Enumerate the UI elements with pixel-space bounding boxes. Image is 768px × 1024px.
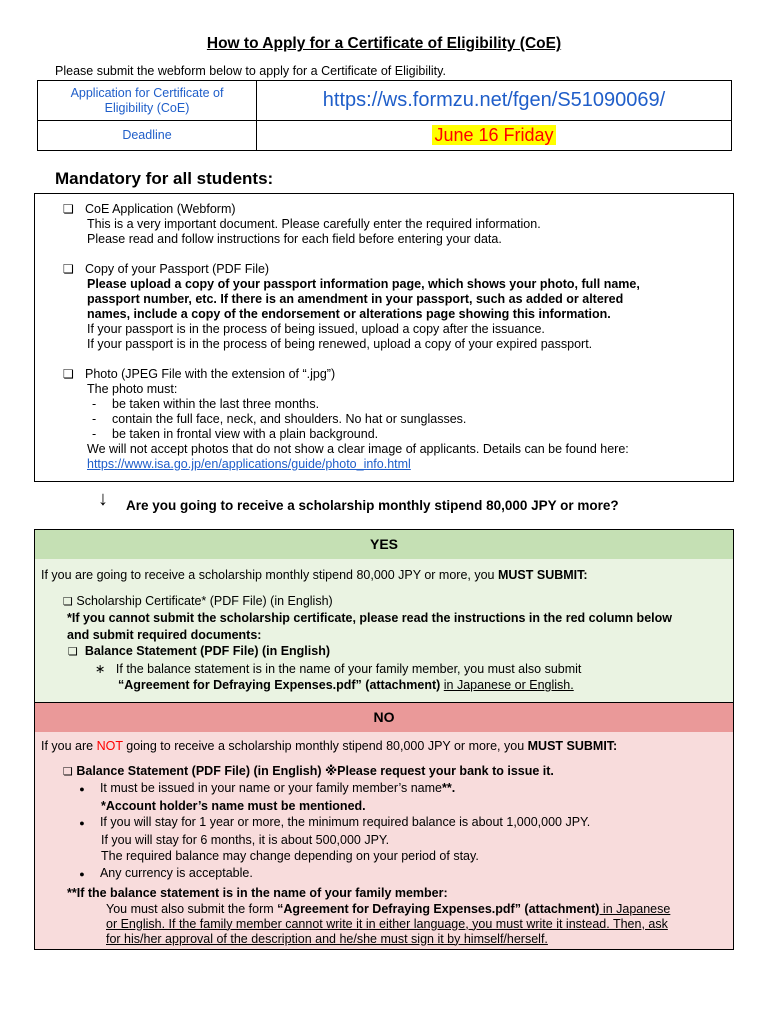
dash-item: - be taken in frontal view with a plain background. [92, 427, 379, 441]
no-heading: NO [34, 702, 734, 733]
no-bullet [35, 780, 733, 798]
deadline-cell [257, 121, 732, 151]
mandatory-item-photo [35, 367, 733, 472]
no-bullet-note: *Account holder’s name must be mentioned. [101, 798, 366, 813]
no-section [34, 732, 734, 950]
item-line: If your passport is in the process of being issued, upload a copy after the issuance. [87, 322, 545, 336]
yes-section [34, 559, 734, 703]
checkbox-icon: ❏ [63, 765, 73, 778]
item-lead: The photo must: [87, 382, 178, 396]
yes-item-balance [35, 643, 733, 661]
family-underlined-line: for his/her approval of the description and he/she must sign it by himself/herself. [106, 931, 548, 946]
scholarship-question: Are you going to receive a scholarship monthly stipend 80,000 JPY or more? [126, 498, 619, 513]
yes-note: *If you cannot submit the scholarship certificate, please read the instructions in the red column below [67, 611, 672, 625]
no-intro-mid: going to receive a scholarship monthly stipend 80,000 JPY or more, you [122, 739, 528, 753]
down-arrow-icon: ↓ [98, 488, 108, 510]
yes-agreement [35, 677, 733, 694]
no-bullet [35, 814, 733, 832]
checkbox-icon: ❏ [63, 595, 73, 608]
item-head: CoE Application (Webform) [85, 202, 236, 216]
no-bullet-text: If you will stay for 1 year or more, the minimum required balance is about 1,000,000 JPY. [99, 815, 591, 829]
no-bullet-cont: If you will stay for 6 months, it is about 500,000 JPY. [101, 832, 390, 847]
no-intro [35, 738, 733, 755]
application-label [38, 81, 257, 121]
page-title: How to Apply for a Certificate of Eligibility (CoE) [206, 35, 562, 52]
item-bold-line: names, include a copy of the endorsement or alterations page showing this information. [87, 307, 611, 321]
checkbox-icon: ❏ [63, 367, 74, 381]
yes-intro-bold: MUST SUBMIT: [497, 568, 588, 582]
no-bullet-text: It must be issued in your name or your family member’s name [99, 781, 442, 795]
checkbox-icon: ❏ [63, 202, 74, 216]
mandatory-heading: Mandatory for all students: [55, 169, 274, 188]
photo-note: We will not accept photos that do not show a clear image of applicants. Details can be found here: [87, 442, 629, 456]
item-bold-line: passport number, etc. If there is an amendment in your passport, such as added or altered [87, 292, 624, 306]
no-bullet [35, 865, 733, 883]
no-intro-bold: MUST SUBMIT: [527, 739, 618, 753]
yes-note: and submit required documents: [67, 627, 262, 642]
no-intro-text: If you are [41, 739, 97, 753]
bullet-icon: ● [79, 784, 85, 794]
bullet-icon: ● [79, 818, 85, 828]
dash-item-text: be taken in frontal view with a plain background. [112, 427, 379, 441]
dash-item: - be taken within the last three months. [92, 397, 320, 411]
family-heading: **If the balance statement is in the name of your family member: [67, 886, 448, 900]
family-underlined: in Japanese [599, 901, 671, 916]
item-bold-line: Please upload a copy of your passport information page, which shows your photo, full name, [87, 277, 640, 291]
no-bullet-text: Any currency is acceptable. [99, 865, 253, 880]
family-bold: “Agreement for Defraying Expenses.pdf” (attachment) [277, 901, 600, 916]
mandatory-item-passport [35, 262, 733, 352]
yes-star-note [35, 661, 733, 678]
family-text: You must also submit the form [106, 901, 278, 916]
asterisk-icon: ∗ [95, 661, 106, 676]
yes-heading: YES [34, 529, 734, 560]
dash-item-text: contain the full face, neck, and shoulders. No hat or sunglasses. [112, 412, 467, 426]
dash-item-text: be taken within the last three months. [112, 397, 320, 411]
no-item-balance [35, 763, 733, 781]
item-line: If your passport is in the process of being renewed, upload a copy of your expired passport. [87, 337, 593, 351]
yes-item-text: Balance Statement (PDF File) (in English) [84, 644, 331, 658]
item-line: This is a very important document. Please carefully enter the required information. [87, 217, 541, 231]
agreement-bold: “Agreement for Defraying Expenses.pdf” (attachment) [118, 678, 441, 692]
no-item-text: Balance Statement (PDF File) (in English) ※Please request your bank to issue it. [76, 763, 554, 778]
deadline-value: June 16 Friday [434, 125, 554, 145]
yes-item-text: Scholarship Certificate* (PDF File) (in English) [76, 593, 333, 608]
item-head: Photo (JPEG File with the extension of “.jpg”) [85, 367, 336, 381]
mandatory-item-coe [35, 202, 733, 247]
item-line: Please read and follow instructions for each field before entering your data. [87, 232, 502, 246]
application-label-line1: Application for Certificate of [70, 85, 224, 100]
checkbox-icon: ❏ [68, 646, 78, 658]
family-note [35, 902, 733, 917]
photo-info-link[interactable]: https://www.isa.go.jp/en/applications/guide/photo_info.html [87, 457, 411, 471]
mandatory-box [34, 193, 734, 482]
yes-item-scholarship [35, 593, 733, 611]
no-bullet-bold: **. [442, 781, 456, 795]
bullet-icon: ● [79, 868, 85, 879]
checkbox-icon: ❏ [63, 262, 74, 276]
application-table [37, 80, 732, 151]
deadline-label: Deadline [38, 121, 257, 151]
yes-star-text: If the balance statement is in the name of your family member, you must also submit [115, 661, 582, 676]
no-intro-not: NOT [96, 739, 123, 753]
family-underlined-line: or English. If the family member cannot write it in either language, you must write it instead. Then, ask [106, 916, 668, 931]
webform-url-link[interactable]: https://ws.formzu.net/fgen/S51090069/ [257, 81, 732, 121]
agreement-language: in Japanese or English. [443, 678, 574, 692]
yes-intro-text: If you are going to receive a scholarship monthly stipend 80,000 JPY or more, you [41, 568, 498, 582]
yes-intro [35, 567, 733, 584]
intro-text: Please submit the webform below to apply for a Certificate of Eligibility. [55, 64, 446, 78]
application-label-line2: Eligibility (CoE) [104, 100, 190, 115]
no-bullet-cont: The required balance may change depending on your period of stay. [101, 849, 479, 863]
dash-item: - contain the full face, neck, and shoulders. No hat or sunglasses. [92, 412, 467, 426]
item-head: Copy of your Passport (PDF File) [85, 262, 270, 276]
